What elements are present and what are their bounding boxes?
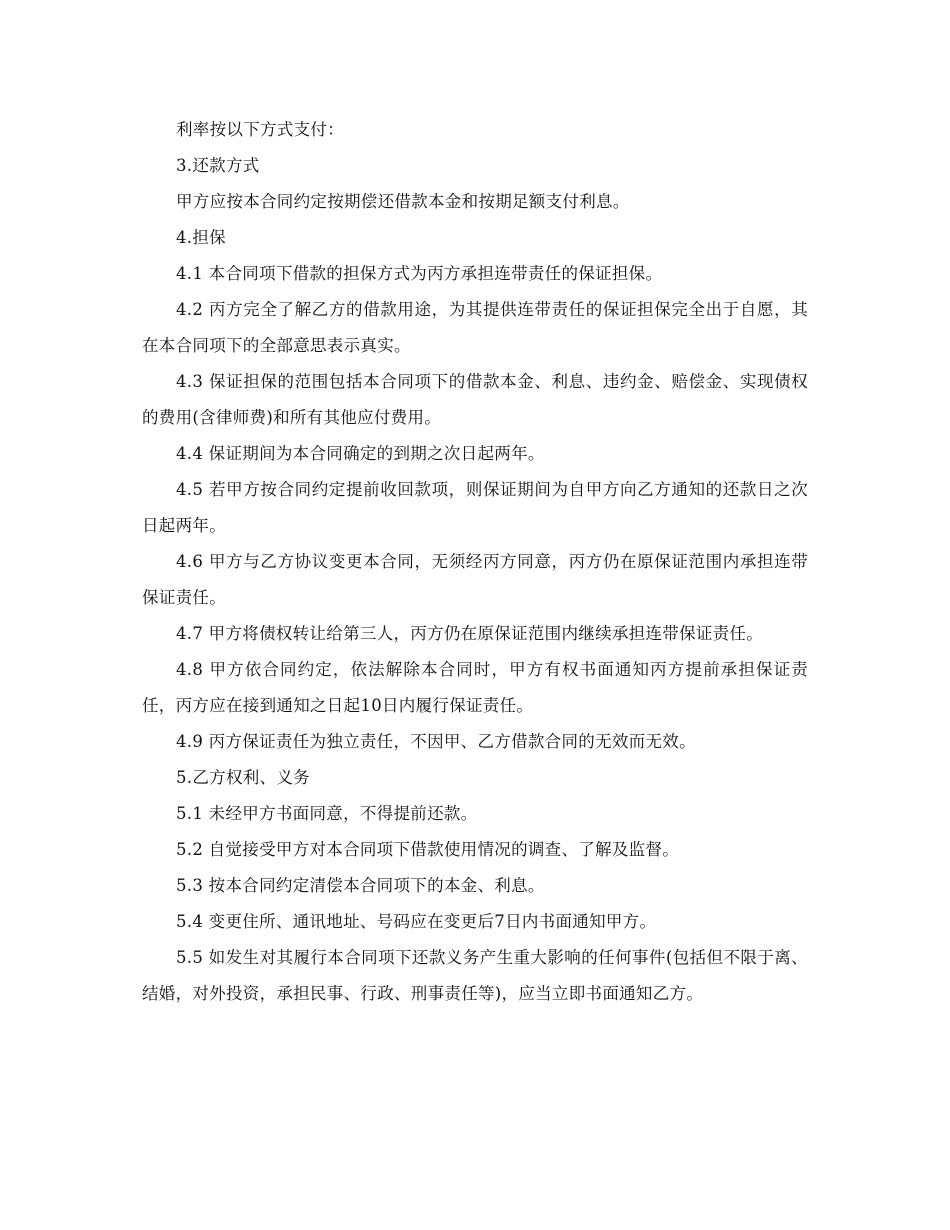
clause-4-1: 4.1 本合同项下借款的担保方式为丙方承担连带责任的保证担保。 [176,264,663,283]
clause-4-8: 4.8 甲方依合同约定，依法解除本合同时，甲方有权书面通知丙方提前承担保证责任，丙方应在接到通知之日起10日内履行保证责任。 [142,660,808,715]
clause-4-9: 4.9 丙方保证责任为独立责任，不因甲、乙方借款合同的无效而无效。 [176,732,696,751]
clause-5-3: 5.3 按本合同约定清偿本合同项下的本金、利息。 [176,876,545,895]
clause-5-2: 5.2 自觉接受甲方对本合同项下借款使用情况的调查、了解及监督。 [176,840,680,859]
heading-repayment-method: 3.还款方式 [176,156,260,175]
clause-4-6: 4.6 甲方与乙方协议变更本合同，无须经丙方同意，丙方仍在原保证范围内承担连带保证责任。 [142,552,808,607]
clause-4-7: 4.7 甲方将债权转让给第三人，丙方仍在原保证范围内继续承担连带保证责任。 [176,624,764,643]
clause-5-1: 5.1 未经甲方书面同意，不得提前还款。 [176,804,478,823]
paragraph-repayment: 甲方应按本合同约定按期偿还借款本金和按期足额支付利息。 [176,192,630,211]
clause-4-3: 4.3 保证担保的范围包括本合同项下的借款本金、利息、违约金、赔偿金、实现债权的费用(含律师费)和所有其他应付费用。 [142,372,808,427]
clause-4-5: 4.5 若甲方按合同约定提前收回款项，则保证期间为自甲方向乙方通知的还款日之次日起两年。 [142,480,808,535]
heading-party-b-rights: 5.乙方权利、义务 [176,768,310,787]
clause-4-2: 4.2 丙方完全了解乙方的借款用途，为其提供连带责任的保证担保完全出于自愿，其在本合同项下的全部意思表示真实。 [142,300,808,355]
document-body [142,112,808,1012]
heading-guarantee: 4.担保 [176,228,226,247]
clause-5-4: 5.4 变更住所、通讯地址、号码应在变更后7日内书面通知甲方。 [176,912,657,931]
paragraph-interest-payment: 利率按以下方式支付： [176,120,344,139]
clause-4-4: 4.4 保证期间为本合同确定的到期之次日起两年。 [176,444,545,463]
clause-5-5: 5.5 如发生对其履行本合同项下还款义务产生重大影响的任何事件(包括但不限于离、结婚，对外投资，承担民事、行政、刑事责任等)，应当立即书面通知乙方。 [142,948,808,1003]
